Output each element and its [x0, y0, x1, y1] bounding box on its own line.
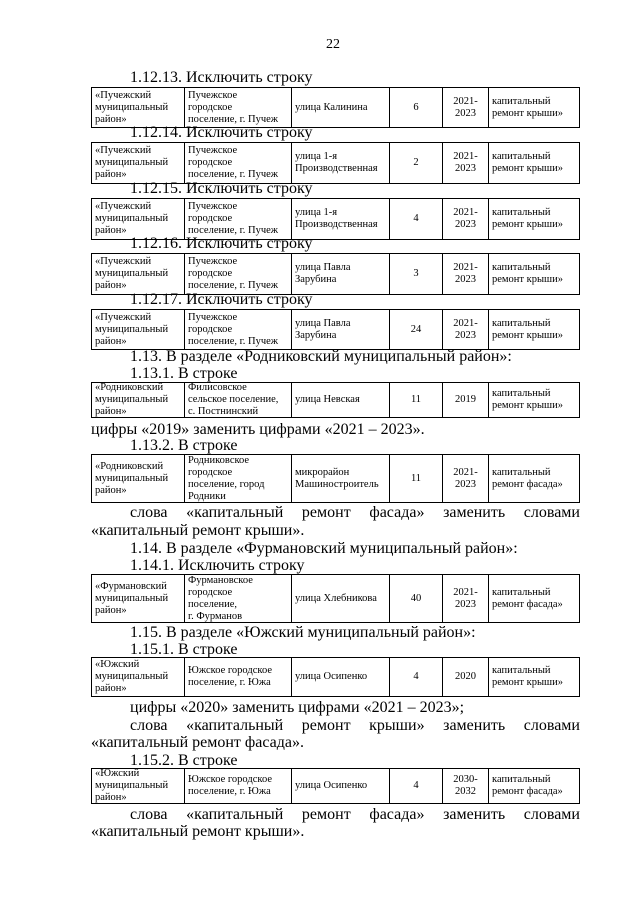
table-row	[91, 657, 580, 697]
cell-street: улица Невская	[291, 383, 389, 417]
clause-heading: 1.12.14. Исключить строку	[130, 124, 313, 141]
section-heading: 1.14. В разделе «Фурмановский муниципальный район»:	[130, 540, 518, 557]
cell-work-type: капитальный ремонт крыши»	[488, 383, 579, 417]
clause-heading: 1.15.1. В строке	[130, 641, 238, 658]
cell-work-type: капитальный ремонт фасада»	[488, 769, 579, 803]
clause-heading: 1.12.16. Исключить строку	[130, 235, 313, 252]
amendment-text: цифры «2020» заменить цифрами «2021 – 2023»;	[130, 699, 465, 716]
cell-period: 2019	[442, 383, 488, 417]
cell-house-number: 40	[389, 575, 442, 622]
cell-street: улица Павла Зарубина	[291, 310, 389, 349]
cell-house-number: 11	[389, 383, 442, 417]
cell-district: «Пучежский муниципальный район»	[95, 201, 169, 236]
cell-work-type: капитальный ремонт крыши»	[488, 658, 579, 696]
cell-settlement: Фурмановское городское поселение, г. Фурманов	[184, 575, 291, 622]
cell-street: микрорайон Машиностроитель	[291, 455, 389, 502]
table-row	[91, 309, 580, 350]
amendment-text: слова «капитальный ремонт фасада» заменить словами	[130, 806, 580, 823]
cell-street: улица 1-я Производственная	[291, 199, 389, 239]
cell-period: 2021- 2023	[442, 88, 488, 127]
cell-house-number: 4	[389, 199, 442, 239]
clause-heading: 1.13.1. В строке	[130, 365, 238, 382]
cell-district: «Фурмановский муниципальный район»	[95, 580, 169, 616]
cell-district: «Родниковский муниципальный район»	[95, 460, 169, 496]
cell-period: 2021- 2023	[442, 199, 488, 239]
cell-settlement: Южское городское поселение, г. Южа	[184, 769, 291, 803]
cell-settlement: Родниковское городское поселение, город Родники	[184, 455, 291, 502]
cell-settlement: Пучежское городское поселение, г. Пучеж	[184, 310, 291, 349]
cell-settlement: Пучежское городское поселение, г. Пучеж	[184, 143, 291, 183]
amendment-text: «капитальный ремонт крыши».	[91, 823, 305, 840]
cell-period: 2020	[442, 658, 488, 696]
table-row	[91, 768, 580, 804]
cell-house-number: 4	[389, 658, 442, 696]
cell-district: «Пучежский муниципальный район»	[95, 256, 169, 291]
table-row	[91, 454, 580, 503]
table-row	[91, 574, 580, 623]
cell-street: улица 1-я Производственная	[291, 143, 389, 183]
table-row	[91, 382, 580, 418]
cell-district: «Пучежский муниципальный район»	[95, 145, 169, 180]
cell-work-type: капитальный ремонт крыши»	[488, 199, 579, 239]
cell-street: улица Калинина	[291, 88, 389, 127]
cell-house-number: 6	[389, 88, 442, 127]
cell-work-type: капитальный ремонт крыши»	[488, 254, 579, 294]
cell-work-type: капитальный ремонт крыши»	[488, 143, 579, 183]
page-number: 22	[326, 37, 340, 52]
cell-district: «Южский муниципальный район»	[95, 769, 169, 803]
cell-street: улица Хлебникова	[291, 575, 389, 622]
clause-heading: 1.13.2. В строке	[130, 437, 238, 454]
cell-settlement: Пучежское городское поселение, г. Пучеж	[184, 88, 291, 127]
amendment-text: цифры «2019» заменить цифрами «2021 – 2023».	[91, 421, 425, 438]
cell-period: 2021- 2023	[442, 254, 488, 294]
clause-heading: 1.15.2. В строке	[130, 752, 238, 769]
table-row	[91, 87, 580, 128]
cell-street: улица Осипенко	[291, 658, 389, 696]
amendment-text: слова «капитальный ремонт крыши» заменить словами	[130, 717, 580, 734]
cell-work-type: капитальный ремонт фасада»	[488, 575, 579, 622]
cell-settlement: Южское городское поселение, г. Южа	[184, 658, 291, 696]
cell-period: 2021- 2023	[442, 143, 488, 183]
clause-heading: 1.12.15. Исключить строку	[130, 180, 313, 197]
clause-heading: 1.12.13. Исключить строку	[130, 69, 313, 86]
cell-street: улица Павла Зарубина	[291, 254, 389, 294]
section-heading: 1.15. В разделе «Южский муниципальный район»:	[130, 624, 476, 641]
table-row	[91, 198, 580, 240]
cell-district: «Родниковский муниципальный район»	[95, 383, 169, 417]
cell-period: 2021- 2023	[442, 455, 488, 502]
cell-settlement: Пучежское городское поселение, г. Пучеж	[184, 254, 291, 294]
table-row	[91, 253, 580, 295]
cell-house-number: 4	[389, 769, 442, 803]
cell-work-type: капитальный ремонт фасада»	[488, 455, 579, 502]
cell-work-type: капитальный ремонт крыши»	[488, 310, 579, 349]
amendment-text: слова «капитальный ремонт фасада» заменить словами	[130, 504, 580, 521]
amendment-text: «капитальный ремонт фасада».	[91, 734, 305, 751]
cell-house-number: 2	[389, 143, 442, 183]
cell-district: «Пучежский муниципальный район»	[95, 89, 169, 125]
cell-district: «Южский муниципальный район»	[95, 659, 169, 694]
clause-heading: 1.14.1. Исключить строку	[130, 557, 305, 574]
cell-house-number: 11	[389, 455, 442, 502]
cell-street: улица Осипенко	[291, 769, 389, 803]
cell-work-type: капитальный ремонт крыши»	[488, 88, 579, 127]
cell-house-number: 24	[389, 310, 442, 349]
cell-house-number: 3	[389, 254, 442, 294]
cell-period: 2030- 2032	[442, 769, 488, 803]
cell-district: «Пучежский муниципальный район»	[95, 311, 169, 347]
cell-period: 2021- 2023	[442, 310, 488, 349]
cell-settlement: Филисовское сельское поселение, с. Постнинский	[184, 383, 291, 417]
cell-settlement: Пучежское городское поселение, г. Пучеж	[184, 199, 291, 239]
clause-heading: 1.12.17. Исключить строку	[130, 291, 313, 308]
cell-period: 2021- 2023	[442, 575, 488, 622]
amendment-text: «капитальный ремонт крыши».	[91, 522, 305, 539]
table-row	[91, 142, 580, 184]
section-heading: 1.13. В разделе «Родниковский муниципальный район»:	[130, 348, 512, 365]
